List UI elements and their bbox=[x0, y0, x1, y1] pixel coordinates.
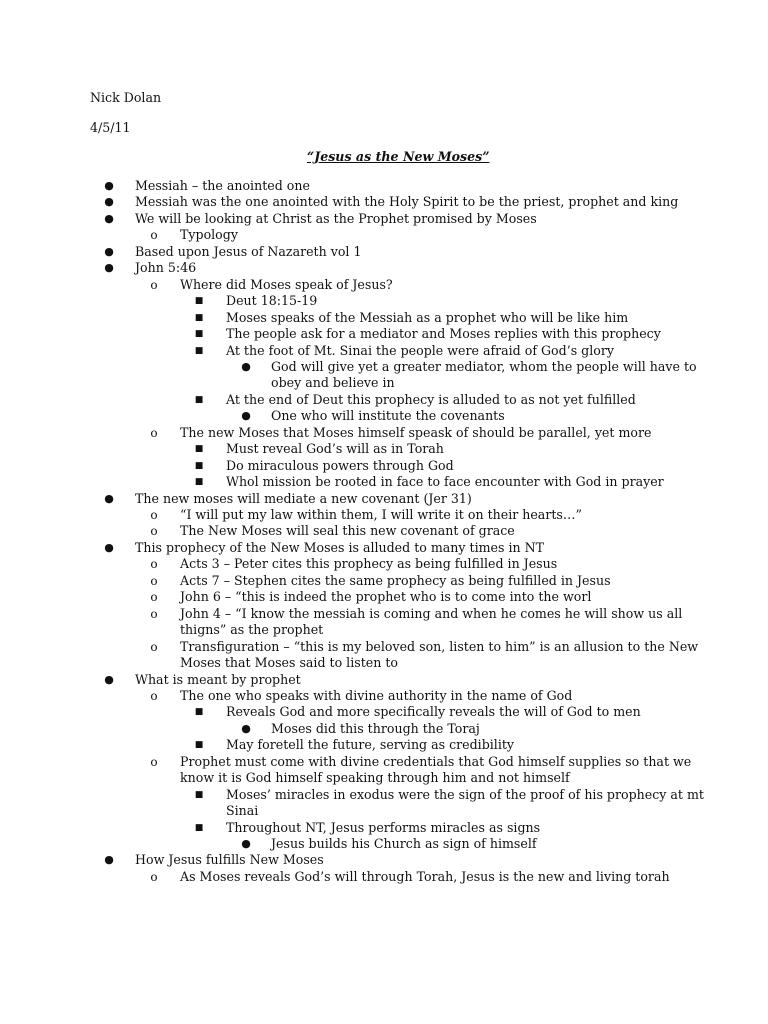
bullet-circle-icon: o bbox=[150, 639, 158, 654]
outline-item: John 6 – “this is indeed the prophet who is to come into the worl bbox=[180, 589, 592, 605]
bullet-circle-icon: o bbox=[150, 228, 158, 243]
outline-item: Based upon Jesus of Nazareth vol 1 bbox=[135, 243, 362, 259]
bullet-circle-icon: o bbox=[150, 754, 158, 769]
outline-item: Acts 7 – Stephen cites the same prophecy as being fulfilled in Jesus bbox=[180, 572, 611, 588]
bullet-disc-icon: ● bbox=[104, 491, 114, 505]
bullet-square-icon: ■ bbox=[194, 345, 204, 356]
bullet-disc-icon: ● bbox=[104, 261, 114, 275]
outline-item: obey and believe in bbox=[271, 375, 395, 391]
outline-item: This prophecy of the New Moses is alluded to many times in NT bbox=[135, 539, 545, 555]
bullet-disc-icon: ● bbox=[104, 179, 114, 192]
outline-item: The New Moses will seal this new covenant of grace bbox=[180, 523, 515, 539]
bullet-square-icon: ■ bbox=[194, 707, 204, 718]
document-date: 4/5/11 bbox=[90, 120, 131, 135]
outline-item: The people ask for a mediator and Moses replies with this prophecy bbox=[226, 326, 661, 342]
outline-item: At the end of Deut this prophecy is alluded to as not yet fulfilled bbox=[226, 391, 636, 407]
bullet-square-icon: ■ bbox=[194, 789, 204, 800]
bullet-square-icon: ■ bbox=[194, 477, 204, 488]
bullet-circle-icon: o bbox=[150, 573, 158, 588]
outline-item: We will be looking at Christ as the Prophet promised by Moses bbox=[135, 210, 537, 226]
bullet-disc-icon: ● bbox=[104, 211, 114, 225]
bullet-square-icon: ■ bbox=[194, 444, 204, 455]
outline-item: Throughout NT, Jesus performs miracles as signs bbox=[226, 819, 541, 835]
outline-item: John 4 – “I know the messiah is coming and when he comes he will show us all bbox=[180, 605, 683, 621]
bullet-circle-icon: o bbox=[150, 425, 158, 440]
bullet-disc-icon: ● bbox=[104, 195, 114, 209]
bullet-circle-icon: o bbox=[150, 869, 158, 884]
bullet-disc-icon: ● bbox=[241, 409, 251, 423]
outline-item: Messiah – the anointed one bbox=[135, 178, 310, 193]
outline-item: know it is God himself speaking through him and not himself bbox=[180, 770, 570, 786]
bullet-disc-icon: ● bbox=[104, 540, 114, 554]
bullet-circle-icon: o bbox=[150, 688, 158, 703]
outline-item: How Jesus fulfills New Moses bbox=[135, 852, 324, 868]
bullet-square-icon: ■ bbox=[194, 296, 204, 307]
outline-item: Transfiguration – “this is my beloved son, listen to him” is an allusion to the New bbox=[180, 638, 699, 654]
bullet-circle-icon: o bbox=[150, 557, 158, 572]
outline-item: Where did Moses speak of Jesus? bbox=[180, 276, 393, 292]
bullet-circle-icon: o bbox=[150, 508, 158, 522]
outline-item: Must reveal God’s will as in Torah bbox=[226, 441, 444, 457]
outline-item: Prophet must come with divine credentials that God himself supplies so that we bbox=[180, 753, 692, 769]
bullet-circle-icon: o bbox=[150, 590, 158, 605]
outline-item: Moses’ miracles in exodus were the sign of the proof of his prophecy at mt bbox=[226, 786, 704, 802]
bullet-disc-icon: ● bbox=[241, 359, 251, 373]
outline-item: Do miraculous powers through God bbox=[226, 457, 454, 473]
outline-item: Deut 18:15-19 bbox=[226, 293, 318, 309]
bullet-square-icon: ■ bbox=[194, 312, 204, 323]
outline-item: The one who speaks with divine authority in the name of God bbox=[180, 687, 573, 703]
outline-item: Moses speaks of the Messiah as a prophet who will be like him bbox=[226, 309, 629, 325]
document-title: “Jesus as the New Moses” bbox=[307, 149, 490, 164]
outline-item: Moses that Moses said to listen to bbox=[180, 655, 398, 671]
outline-item: Messiah was the one anointed with the Holy Spirit to be the priest, prophet and king bbox=[135, 194, 679, 210]
bullet-square-icon: ■ bbox=[194, 329, 204, 340]
outline-item: Typology bbox=[180, 227, 238, 243]
outline-item: Jesus builds his Church as sign of himself bbox=[271, 836, 537, 851]
bullet-disc-icon: ● bbox=[241, 837, 251, 850]
outline-item: God will give yet a greater mediator, whom the people will have to bbox=[271, 358, 697, 374]
outline-item: Sinai bbox=[226, 803, 259, 819]
bullet-square-icon: ■ bbox=[194, 460, 204, 471]
outline-item: May foretell the future, serving as credibility bbox=[226, 737, 515, 753]
bullet-square-icon: ■ bbox=[194, 740, 204, 751]
bullet-square-icon: ■ bbox=[194, 394, 204, 405]
bullet-square-icon: ■ bbox=[194, 822, 204, 833]
outline-item: Acts 3 – Peter cites this prophecy as being fulfilled in Jesus bbox=[180, 556, 558, 572]
bullet-circle-icon: o bbox=[150, 277, 158, 292]
outline-item: John 5:46 bbox=[135, 260, 197, 276]
author-name: Nick Dolan bbox=[90, 90, 162, 105]
outline-item: Reveals God and more specifically reveals the will of God to men bbox=[226, 704, 641, 720]
outline-item: Moses did this through the Toraj bbox=[271, 720, 480, 736]
outline-item: As Moses reveals God’s will through Torah, Jesus is the new and living torah bbox=[180, 868, 670, 884]
outline-item: The new moses will mediate a new covenant (Jer 31) bbox=[135, 490, 472, 506]
bullet-disc-icon: ● bbox=[104, 672, 114, 686]
outline-item: “I will put my law within them, I will write it on their hearts…” bbox=[180, 507, 582, 522]
outline-item: thigns” as the prophet bbox=[180, 622, 324, 638]
outline-item: Whol mission be rooted in face to face encounter with God in prayer bbox=[226, 474, 664, 490]
bullet-disc-icon: ● bbox=[241, 721, 251, 735]
outline-item: The new Moses that Moses himself speask of should be parallel, yet more bbox=[180, 424, 652, 440]
bullet-circle-icon: o bbox=[150, 524, 158, 539]
outline-item: One who will institute the covenants bbox=[271, 408, 505, 424]
bullet-circle-icon: o bbox=[150, 606, 158, 621]
bullet-disc-icon: ● bbox=[104, 853, 114, 867]
bullet-disc-icon: ● bbox=[104, 244, 114, 258]
outline-item: What is meant by prophet bbox=[135, 671, 301, 687]
outline-item: At the foot of Mt. Sinai the people were afraid of God’s glory bbox=[226, 342, 614, 358]
